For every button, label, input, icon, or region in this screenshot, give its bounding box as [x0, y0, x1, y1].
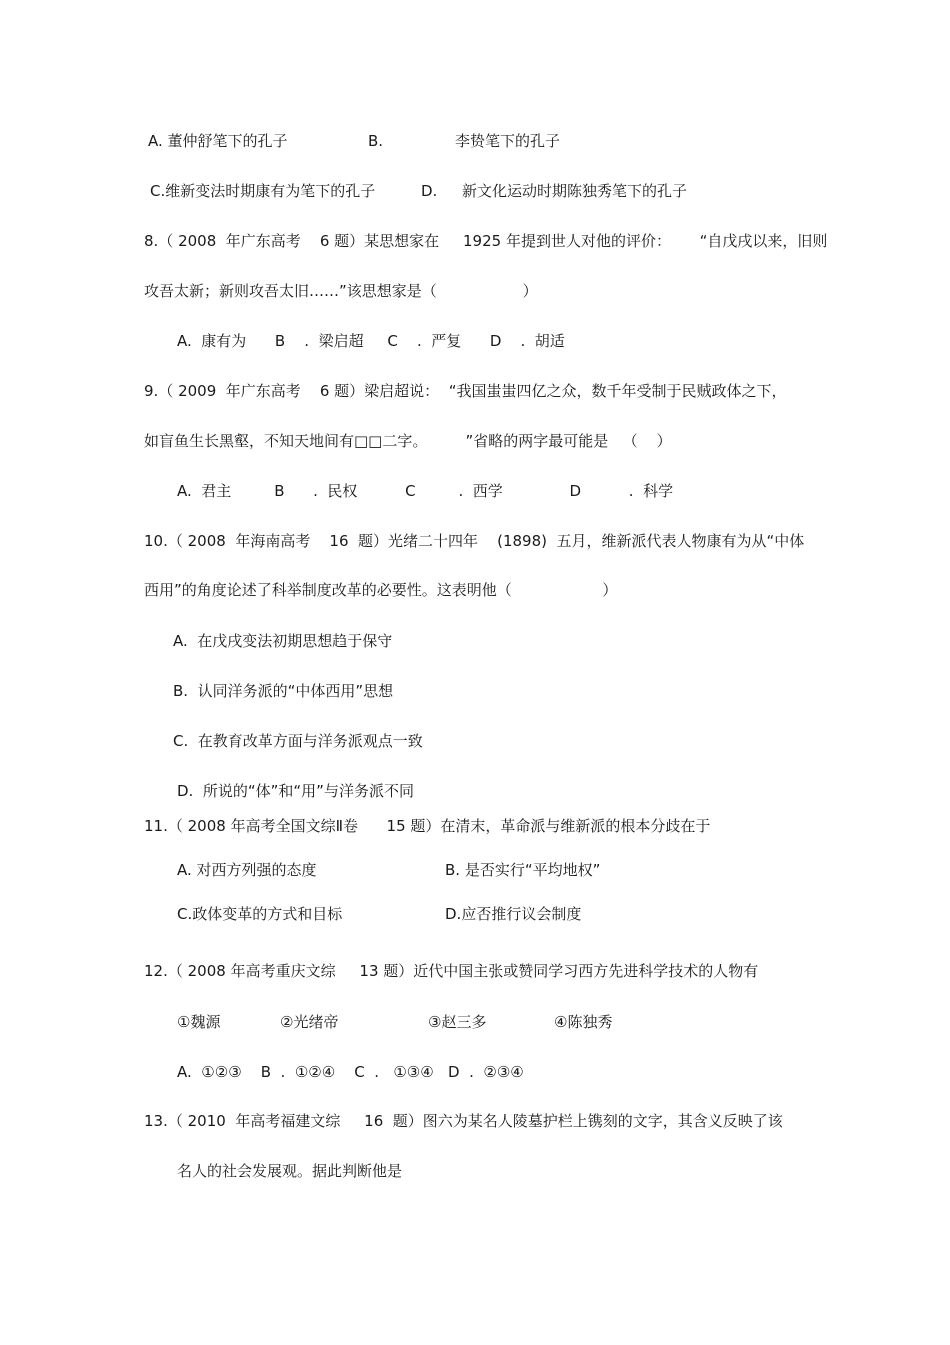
q7-option-a: A. 董仲舒笔下的孔子	[148, 132, 288, 150]
q12-item-1: ①魏源	[177, 1013, 221, 1031]
q10-option-a: A. 在戊戌变法初期思想趋于保守	[173, 632, 393, 650]
q12-stem: 12.（ 2008 年高考重庆文综 13 题）近代中国主张或赞同学习西方先进科学技术的人物有	[144, 962, 759, 980]
q7-option-d-letter: D.	[421, 182, 438, 200]
q10-option-b: B. 认同洋务派的“中体西用”思想	[173, 682, 394, 700]
q7-option-d-text: 新文化运动时期陈独秀笔下的孔子	[462, 182, 688, 200]
q10-stem-line1: 10.（ 2008 年海南高考 16 题）光绪二十四年 (1898) 五月，维新派代表人物康有为从“中体	[144, 532, 805, 550]
q9-stem-line1: 9.（ 2009 年广东高考 6 题）梁启超说： “我国蚩蚩四亿之众，数千年受制于民贼政体之下，	[144, 382, 787, 400]
q11-option-d: D.应否推行议会制度	[445, 905, 582, 923]
q8-stem-line2: 攻吾太新；新则攻吾太旧……”该思想家是（ ）	[144, 282, 538, 300]
q7-option-b-text: 李贽笔下的孔子	[455, 132, 561, 150]
q13-stem-line1: 13.（ 2010 年高考福建文综 16 题）图六为某名人陵墓护栏上镌刻的文字，其含义反映了该	[144, 1112, 783, 1130]
q10-stem-line2: 西用”的角度论述了科举制度改革的必要性。这表明他（ ）	[144, 581, 618, 599]
q8-stem-line1: 8.（ 2008 年广东高考 6 题）某思想家在 1925 年提到世人对他的评价： “自戊戌以来，旧则	[144, 232, 828, 250]
q11-option-c: C.政体变革的方式和目标	[177, 905, 343, 923]
q13-stem-line2: 名人的社会发展观。据此判断他是	[177, 1162, 403, 1180]
q12-item-2: ②光绪帝	[280, 1013, 339, 1031]
q11-option-a: A. 对西方列强的态度	[177, 861, 317, 879]
q10-option-d: D. 所说的“体”和“用”与洋务派不同	[177, 782, 414, 800]
q11-option-b: B. 是否实行“平均地权”	[445, 861, 601, 879]
q11-stem: 11.（ 2008 年高考全国文综Ⅱ卷 15 题）在清末，革命派与维新派的根本分歧在于	[144, 817, 711, 835]
q7-option-c: C.维新变法时期康有为笔下的孔子	[150, 182, 376, 200]
q10-option-c: C. 在教育改革方面与洋务派观点一致	[173, 732, 423, 750]
q9-stem-line2: 如盲鱼生长黑壑，不知天地间有□□二字。 ”省略的两字最可能是 （ ）	[144, 432, 672, 450]
q12-item-4: ④陈独秀	[554, 1013, 613, 1031]
q7-option-b-letter: B.	[368, 132, 384, 150]
q12-item-3: ③赵三多	[428, 1013, 487, 1031]
q9-options: A. 君主 B . 民权 C . 西学 D . 科学	[177, 482, 674, 500]
q12-options: A. ①②③ B . ①②④ C . ①③④ D . ②③④	[177, 1063, 524, 1081]
q8-options: A. 康有为 B . 梁启超 C . 严复 D . 胡适	[177, 332, 565, 350]
